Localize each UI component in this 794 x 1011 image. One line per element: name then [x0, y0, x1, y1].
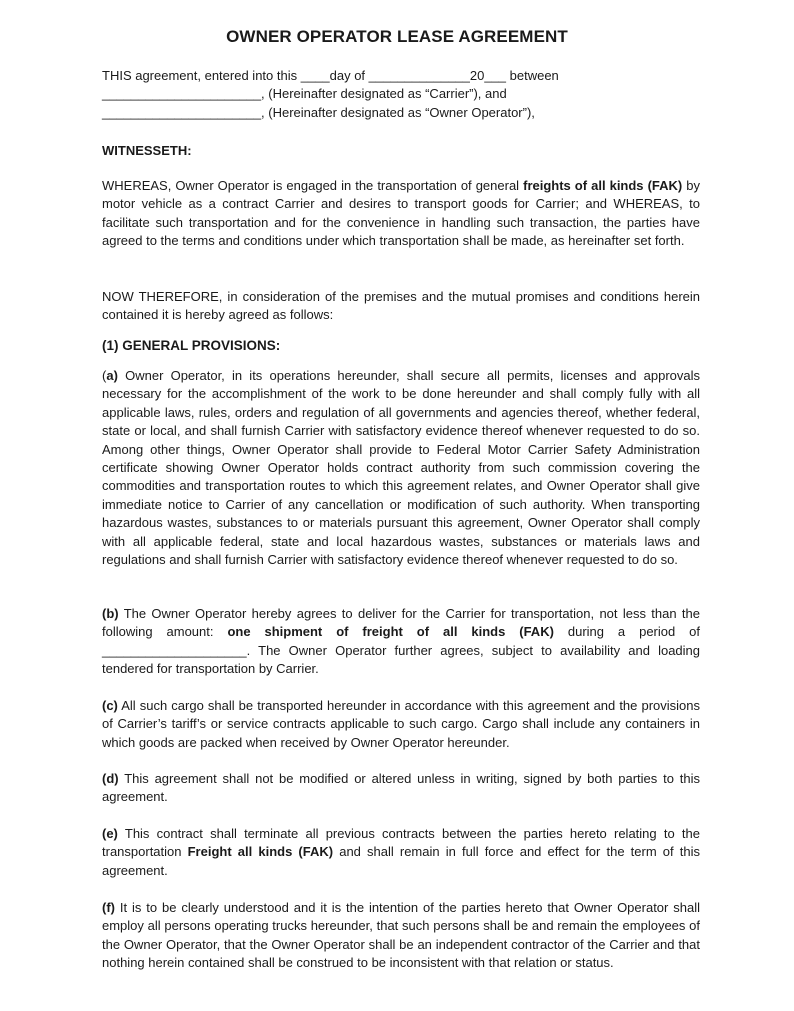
intro-block — [102, 67, 700, 122]
intro-line-date: THIS agreement, entered into this ____day of ______________20___ between — [102, 68, 559, 83]
paragraph-c-text: All such cargo shall be transported hereunder in accordance with this agreement and the provisions of Carrier’s tariff’s or service contracts applicable to such cargo. Cargo shall include any containers in which goods are packed when received by Owner Operator hereunder. — [102, 698, 700, 750]
paragraph-d-text: This agreement shall not be modified or altered unless in writing, signed by both parties to this agreement. — [102, 771, 700, 805]
paragraph-f — [102, 899, 700, 973]
paragraph-e-label: (e) — [102, 826, 118, 841]
paragraph-c — [102, 697, 700, 752]
paragraph-b-text-start: The Owner Operator hereby agrees to deliver for the Carrier for transportation, not less than the following amount: — [102, 606, 700, 640]
witnesseth-heading: WITNESSETH: — [102, 143, 192, 158]
now-therefore-paragraph: NOW THEREFORE, in consideration of the premises and the mutual promises and conditions herein contained it is hereby agreed as follows: — [102, 289, 700, 323]
paragraph-b — [102, 605, 700, 679]
paragraph-f-label: (f) — [102, 900, 115, 915]
paragraph-a-text: Owner Operator, in its operations hereunder, shall secure all permits, licenses and approvals necessary for the accomplishment of the work to be done hereunder and shall comply fully with all applicable laws, rules, orders and regulation of all governments and agencies thereof, whether federal, state or local, and shall furnish Carrier with satisfactory evidence thereof whenever requested to do so. Among other things, Owner Operator shall provide to Federal Motor Carrier Safety Administration certificate showing Owner Operator holds contract authority from such commission covering the commodities and transportation routes to which this agreement relates, and Owner Operator shall give immediate notice to Carrier of any cancellation or modification of such authority. When transporting hazardous wastes, substances to or materials pursuant this agreement, Owner Operator shall comply with all applicable federal, state and local hazardous wastes, substances or materials laws and regulations and shall furnish Carrier with satisfactory evidence thereof whenever requested to do so. — [102, 368, 700, 568]
paragraph-e-text-end: and shall remain in full force and effect for the term of this agreement. — [102, 844, 700, 878]
whereas-text-end: by motor vehicle as a contract Carrier and desires to transport goods for Carrier; and WHEREAS, to facilitate such transportation and for the convenience in handling such transaction, the parties have agreed to the terms and conditions under which transportation shall be made, as hereinafter set forth. — [102, 178, 700, 249]
whereas-text-start: WHEREAS, Owner Operator is engaged in the transportation of general — [102, 178, 524, 193]
paragraph-c-label: (c) — [102, 698, 118, 713]
paragraph-b-bold: one shipment of freight of all kinds (FAK) — [227, 624, 554, 640]
intro-line-owner-operator: ______________________, (Hereinafter designated as “Owner Operator”), — [102, 104, 535, 120]
document-title: OWNER OPERATOR LEASE AGREEMENT — [226, 27, 568, 46]
paragraph-b-label: (b) — [102, 606, 119, 621]
paragraph-a-label: a) — [106, 368, 118, 383]
paragraph-e — [102, 825, 700, 880]
paragraph-d — [102, 770, 700, 807]
whereas-paragraph — [102, 177, 700, 251]
paragraph-d-label: (d) — [102, 771, 119, 786]
paragraph-f-text: It is to be clearly understood and it is the intention of the parties hereto that Owner Operator shall employ all persons operating trucks hereunder, that such persons shall be and remain the employees of the Owner Operator, that the Owner Operator shall be an independent contractor of the Carrier and that nothing herein contained shall be construed to be inconsistent with that relation or status. — [102, 900, 700, 971]
paragraph-a — [102, 367, 700, 569]
paragraph-e-text-start: This contract shall terminate all previous contracts between the parties hereto relating to the transportation — [102, 826, 700, 860]
section-1-heading: (1) GENERAL PROVISIONS: — [102, 338, 281, 353]
paragraph-e-bold: Freight all kinds (FAK) — [187, 844, 334, 860]
intro-line-carrier: ______________________, (Hereinafter designated as “Carrier”), and — [102, 86, 507, 102]
paragraph-a-open: ( — [102, 368, 107, 383]
whereas-bold-fak: freights of all kinds (FAK) — [523, 178, 683, 193]
paragraph-b-text-end: during a period of ____________________. The Owner Operator further agrees, subject to availability and loading tendered for transportation by Carrier. — [102, 624, 701, 677]
